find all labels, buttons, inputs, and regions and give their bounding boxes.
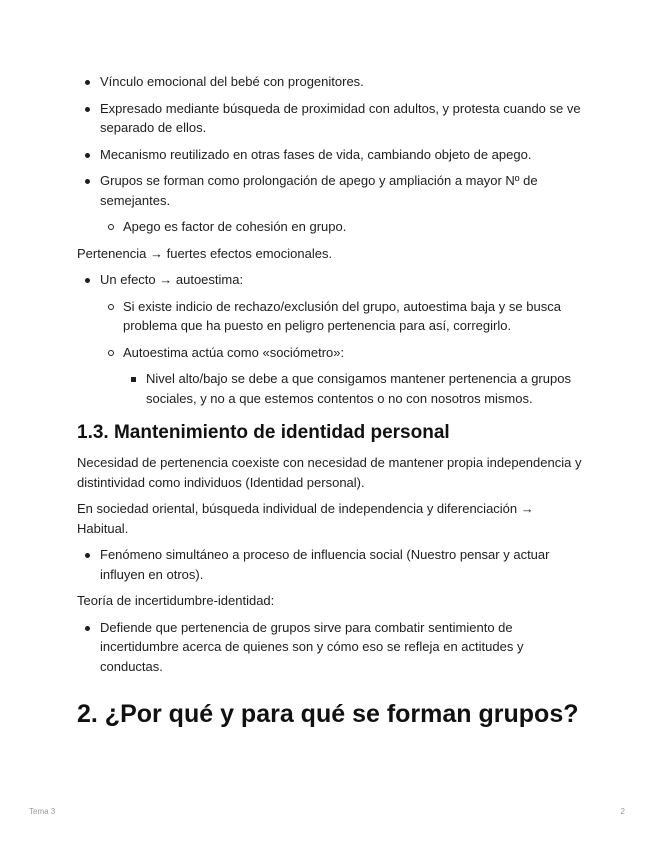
paragraph: Necesidad de pertenencia coexiste con necesidad de mantener propia independencia y distintividad como individuos (Identidad personal). [77, 455, 582, 490]
attachment-bullet-list [77, 72, 587, 237]
autoestima-bullet-list [77, 270, 587, 408]
list-item: Vínculo emocional del bebé con progenitores. [77, 72, 587, 92]
paragraph: Teoría de incertidumbre-identidad: [77, 593, 275, 608]
nested-list [100, 217, 587, 237]
list-item: Defiende que pertenencia de grupos sirve para combatir sentimiento de incertidumbre acerca de quienes son y cómo eso se refleja en actitudes y conductas. [77, 618, 587, 677]
pertenencia-paragraph: Pertenencia → fuertes efectos emocionales. [77, 245, 333, 261]
list-item: Expresado mediante búsqueda de proximidad con adultos, y protesta cuando se ve separado de ellos. [77, 99, 587, 138]
list-item: Grupos se forman como prolongación de apego y ampliación a mayor Nº de semejantes. Apego es factor de cohesión en grupo. [77, 171, 587, 237]
list-item: Apego es factor de cohesión en grupo. [100, 217, 587, 237]
list-item: Mecanismo reutilizado en otras fases de vida, cambiando objeto de apego. [77, 145, 587, 165]
nested-list [100, 297, 587, 409]
page-number: 2 [620, 807, 625, 816]
list-item: Un efecto → autoestima: Si existe indicio de rechazo/exclusión del grupo, autoestima baja y se busca problema que ha puesto en peligro pertenencia para así, corregirlo. Autoestima actúa como «sociómetro»: Nivel alto/bajo se debe a que consigamos mantener pertenencia a grupos sociales, y no a que estemos contentos o no con nosotros mismos. [77, 270, 587, 408]
list-item: Fenómeno simultáneo a proceso de influencia social (Nuestro pensar y actuar influyen en otros). [77, 545, 587, 584]
section-heading: 1.3. Mantenimiento de identidad personal [77, 422, 450, 443]
list-item: Si existe indicio de rechazo/exclusión del grupo, autoestima baja y se busca problema que ha puesto en peligro pertenencia para así, corregirlo. [100, 297, 587, 336]
paragraph: En sociedad oriental, búsqueda individual de independencia y diferenciación → Habitual. [77, 501, 534, 536]
bullet-list [77, 545, 587, 584]
nested-list [123, 369, 587, 408]
chapter-heading: 2. ¿Por qué y para qué se forman grupos? [77, 700, 579, 728]
document-page [77, 72, 587, 730]
bullet-list [77, 618, 587, 677]
footer-label: Tema 3 [29, 807, 56, 816]
list-item: Autoestima actúa como «sociómetro»: Nivel alto/bajo se debe a que consigamos mantener pertenencia a grupos sociales, y no a que estemos contentos o no con nosotros mismos. [100, 343, 587, 409]
list-item: Nivel alto/bajo se debe a que consigamos mantener pertenencia a grupos sociales, y no a que estemos contentos o no con nosotros mismos. [123, 369, 587, 408]
